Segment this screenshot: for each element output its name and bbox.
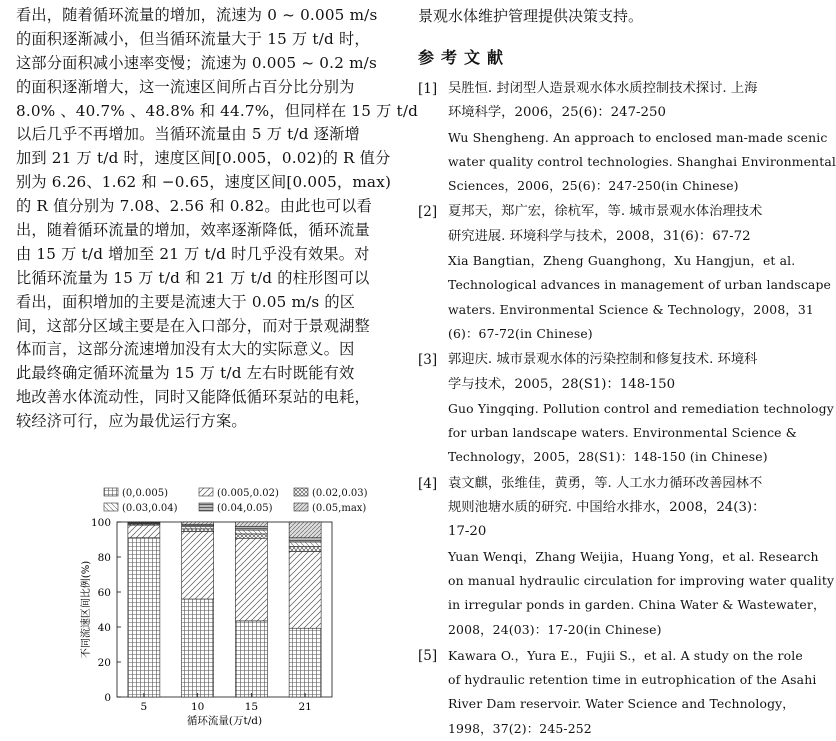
- bar-segment: [235, 530, 267, 534]
- bar-segment: [289, 542, 321, 547]
- reference-number: [4]: [418, 475, 438, 492]
- right-intro-line: 景观水体维护管理提供决策支持。: [418, 7, 644, 25]
- x-tick-label: 15: [244, 701, 259, 713]
- x-tick-label: 5: [140, 701, 148, 713]
- paragraph-line: 间，这部分区域主要是在入口部分，而对于景观湖整: [16, 316, 370, 335]
- paragraph-line: 8.0% 、40.7% 、48.8% 和 44.7%，但同样在 15 万 t/d: [16, 101, 419, 120]
- y-axis-label: 不同流速区间比例(%): [81, 560, 92, 659]
- reference-line: 学与技术，2005，28(S1)：148-150: [448, 376, 676, 392]
- reference-line: 环境科学，2006，25(6)：247-250: [448, 105, 666, 121]
- paragraph-line: 此最终确定循环流量为 15 万 t/d 左右时既能有效: [16, 364, 355, 383]
- reference-line: 17-20: [448, 524, 487, 540]
- paragraph-line: 由 15 万 t/d 增加至 21 万 t/d 时几乎没有效果。对: [16, 244, 370, 263]
- legend-swatch: [104, 503, 118, 511]
- reference-number: [5]: [418, 647, 438, 664]
- legend-swatch: [294, 503, 308, 511]
- legend-label: (0.05,max): [312, 503, 367, 514]
- bar-segment: [289, 547, 321, 552]
- y-tick-label: 40: [97, 622, 111, 634]
- paragraph-line: 看出，面积增加的主要是流速大于 0.05 m/s 的区: [16, 292, 356, 311]
- reference-item: [418, 472, 835, 642]
- y-tick-label: 20: [97, 657, 111, 669]
- references-heading: 参考文献: [418, 48, 511, 67]
- reference-line: on manual hydraulic circulation for improving water quality: [448, 572, 835, 588]
- x-tick-label: 21: [298, 701, 312, 713]
- right-column: [418, 4, 836, 741]
- stacked-bar-chart: [60, 482, 368, 727]
- legend-label: (0,0.005): [122, 488, 168, 499]
- paragraph-line: 出，随着循环流量的增加，效率逐渐降低，循环流量: [16, 221, 370, 240]
- paragraph-line: 看出，随着循环流量的增加，流速为 0 ~ 0.005 m/s: [16, 6, 378, 24]
- reference-line: River Dam reservoir. Water Science and Technology，: [448, 696, 795, 712]
- bar-segment: [235, 527, 267, 531]
- paragraph-line: 以后几乎不再增加。当循环流量由 5 万 t/d 逐渐增: [16, 125, 360, 144]
- y-tick-label: 100: [90, 517, 111, 529]
- paragraph-line: 体而言，这部分流速增加没有太大的实际意义。因: [16, 340, 355, 359]
- y-tick-label: 80: [97, 552, 111, 564]
- paragraph-line: 的面积逐渐减小，但当循环流量大于 15 万 t/d 时，: [16, 29, 370, 48]
- reference-line: 2008，24(03)：17-20(in Chinese): [448, 621, 662, 637]
- legend-swatch: [199, 503, 213, 511]
- reference-number: [1]: [418, 81, 438, 97]
- bar-segment: [182, 522, 214, 525]
- reference-line: 研究进展. 环境科学与技术，2008，31(6)：67-72: [448, 228, 751, 244]
- reference-line: Sciences，2006，25(6)：247-250(in Chinese): [448, 178, 739, 194]
- reference-line: Technological advances in management of urban landscape: [448, 277, 832, 293]
- reference-line: Xia Bangtian，Zheng Guanghong，Xu Hangjun，et al.: [448, 253, 796, 269]
- reference-item: [418, 200, 832, 346]
- bar-segment: [289, 628, 321, 697]
- reference-line: in irregular ponds in garden. China Water & Wastewater，: [448, 597, 826, 613]
- paragraph-line: 地改善水体流动性，同时又能降低循环泵站的电耗，: [16, 388, 370, 407]
- reference-line: 1998，37(2)：245-252: [448, 720, 592, 736]
- reference-line: Technology，2005，28(S1)：148-150 (in Chinese): [448, 449, 768, 465]
- x-tick-label: 10: [190, 701, 205, 713]
- paragraph-line: 比循环流量为 15 万 t/d 和 21 万 t/d 的柱形图可以: [16, 268, 370, 287]
- reference-line: waters. Environmental Science & Technology，2008，31: [448, 301, 814, 317]
- paragraph-line: 这部分面积减小速率变慢；流速为 0.005 ~ 0.2 m/s: [16, 53, 377, 72]
- reference-line: Wu Shengheng. An approach to enclosed man-made scenic: [448, 129, 828, 145]
- bar-segment: [235, 522, 267, 527]
- paragraph-line: 加到 21 万 t/d 时，速度区间[0.005，0.02)的 R 值分: [16, 149, 391, 168]
- body-paragraph: [16, 4, 419, 434]
- bar-segment: [182, 529, 214, 532]
- x-axis-label: 循环流量(万t/d): [186, 715, 263, 727]
- reference-line: 规则池塘水质的研究. 中国给水排水，2008，24(3)：: [448, 500, 766, 516]
- bar-segment: [289, 538, 321, 542]
- reference-line: Guo Yingqing. Pollution control and remediation technology: [448, 400, 834, 416]
- reference-line: 吴胜恒. 封闭型人造景观水体水质控制技术探讨. 上海: [448, 81, 758, 96]
- reference-line: Yuan Wenqi，Zhang Weijia，Huang Yong，et al. Research: [448, 548, 819, 564]
- paragraph-line: 较经济可行，应为最优运行方案。: [16, 412, 247, 431]
- legend-label: (0.02,0.03): [312, 488, 368, 499]
- legend-label: (0.03,0.04): [122, 503, 178, 514]
- legend-swatch: [294, 488, 308, 496]
- y-tick-label: 60: [97, 587, 111, 599]
- reference-line: for urban landscape waters. Environmental Science &: [448, 425, 797, 441]
- bar-segment: [182, 527, 214, 529]
- bar-segment: [289, 551, 321, 628]
- reference-item: [418, 77, 836, 198]
- bar-segment: [182, 525, 214, 527]
- reference-line: (6)：67-72(in Chinese): [448, 325, 593, 341]
- bar-segment: [128, 525, 160, 538]
- paragraph-line: 别为 6.26、1.62 和 −0.65，速度区间[0.005，max): [16, 173, 392, 192]
- legend-swatch: [199, 488, 213, 496]
- reference-list: [418, 77, 836, 741]
- legend-swatch: [104, 488, 118, 496]
- bar-segment: [182, 599, 214, 697]
- reference-line: Kawara O.，Yura E.，Fujii S.，et al. A study on the role: [448, 647, 803, 663]
- reference-line: 袁文麒，张维佳，黄勇，等. 人工水力循环改善园林不: [448, 475, 763, 491]
- bar-segment: [235, 534, 267, 538]
- bar-segment: [235, 538, 267, 621]
- reference-line: of hydraulic retention time in eutrophication of the Asahi: [448, 672, 817, 688]
- paragraph-line: 的 R 值分别为 7.08、2.56 和 0.82。由此也可以看: [16, 197, 373, 216]
- legend-label: (0.04,0.05): [217, 503, 273, 514]
- chart-svg: [60, 482, 368, 727]
- reference-line: water quality control technologies. Shanghai Environmental: [448, 153, 836, 169]
- legend-label: (0.005,0.02): [217, 488, 279, 499]
- bar-segment: [128, 522, 160, 523]
- left-column: [16, 4, 419, 434]
- bar-segment: [182, 531, 214, 599]
- bar-segment: [289, 522, 321, 538]
- reference-item: [418, 348, 834, 469]
- reference-line: 夏邦天，郑广宏，徐杭军，等. 城市景观水体治理技术: [448, 204, 763, 220]
- paragraph-line: 的面积逐渐增大，这一流速区间所占百分比分别为: [16, 77, 355, 96]
- bar-segment: [235, 621, 267, 697]
- reference-item: [418, 644, 817, 741]
- reference-line: 郭迎庆. 城市景观水体的污染控制和修复技术. 环境科: [448, 352, 758, 368]
- reference-number: [2]: [418, 204, 438, 221]
- bar-segment: [128, 538, 160, 697]
- y-tick-label: 0: [104, 692, 111, 704]
- reference-number: [3]: [418, 352, 438, 369]
